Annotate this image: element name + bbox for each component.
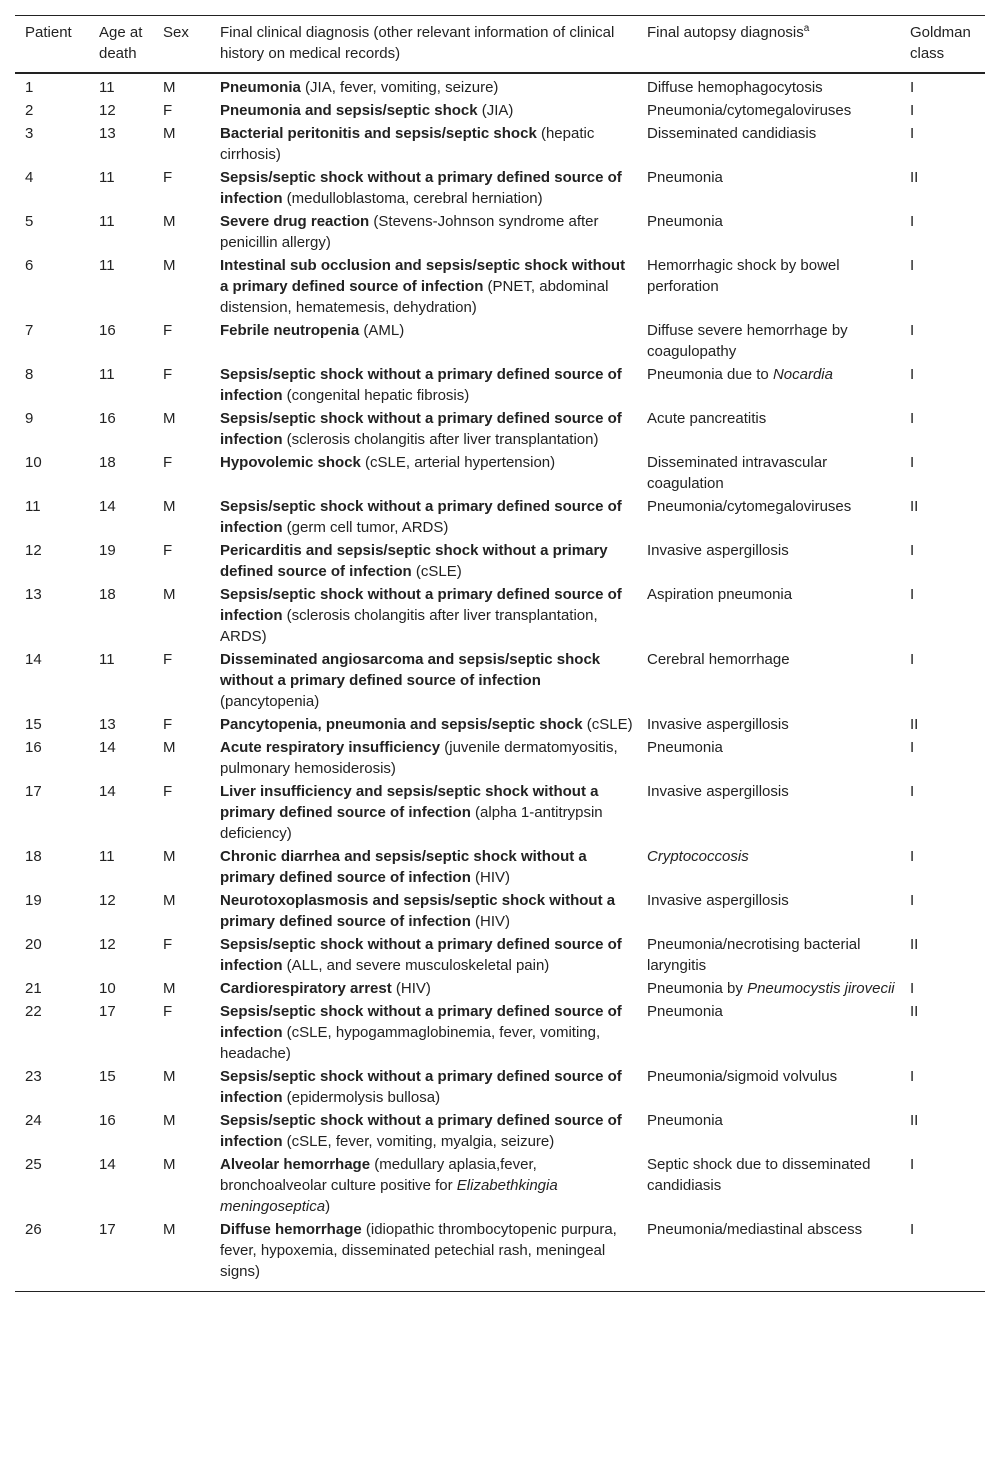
cell-patient: 7 xyxy=(25,322,34,339)
cell-age: 16 xyxy=(99,322,116,339)
cell-goldman-class: I xyxy=(910,651,915,668)
autopsy-diagnosis-text: Disseminated candidiasis xyxy=(647,125,817,142)
cell-autopsy-diagnosis xyxy=(637,167,900,211)
table-row xyxy=(15,1001,985,1066)
autopsy-diagnosis-text: Pneumonia/necrotising bacterial laryngitis xyxy=(647,936,861,974)
cell-sex: M xyxy=(163,410,176,427)
cell-autopsy-diagnosis xyxy=(637,1154,900,1219)
cell-sex: M xyxy=(163,1068,176,1085)
cell-patient: 21 xyxy=(25,980,42,997)
cell-patient: 9 xyxy=(25,410,34,427)
cell-patient: 3 xyxy=(25,125,34,142)
cell-age: 18 xyxy=(99,586,116,603)
cell-goldman-class: I xyxy=(910,586,915,603)
cell-autopsy-diagnosis xyxy=(637,737,900,781)
cell-sex: F xyxy=(163,936,173,953)
cell-goldman-class: I xyxy=(910,980,915,997)
autopsy-diagnosis-text: Pneumonia xyxy=(647,739,723,756)
cell-sex: M xyxy=(163,257,176,274)
cell-sex: M xyxy=(163,892,176,909)
cell-goldman-class: I xyxy=(910,410,915,427)
cell-patient: 10 xyxy=(25,454,42,471)
cell-sex: M xyxy=(163,498,176,515)
clinical-main-diagnosis: Sepsis/septic shock without a primary defined source of infection xyxy=(220,1112,622,1150)
cell-patient: 19 xyxy=(25,892,42,909)
cell-patient: 1 xyxy=(25,79,34,96)
clinical-main-diagnosis: Pericarditis and sepsis/septic shock without a primary defined source of infection xyxy=(220,542,608,580)
clinical-main-diagnosis: Liver insufficiency and sepsis/septic shock without a primary defined source of infection xyxy=(220,783,599,821)
cell-sex: F xyxy=(163,454,173,471)
cell-age: 10 xyxy=(99,980,116,997)
autopsy-diagnosis-text: Cerebral hemorrhage xyxy=(647,651,790,668)
clinical-main-diagnosis: Neurotoxoplasmosis and sepsis/septic shock without a primary defined source of infection xyxy=(220,892,616,930)
cell-patient: 15 xyxy=(25,716,42,733)
cell-age: 19 xyxy=(99,542,116,559)
table-row xyxy=(15,408,985,452)
cell-sex: F xyxy=(163,366,173,383)
clinical-history-note: (cSLE, fever, vomiting, myalgia, seizure) xyxy=(282,1133,555,1150)
cell-sex: M xyxy=(163,586,176,603)
autopsy-diagnosis-text: Disseminated intravascular coagulation xyxy=(647,454,828,492)
cell-goldman-class: I xyxy=(910,125,915,142)
clinical-history-note: (medulloblastoma, cerebral herniation) xyxy=(282,190,543,207)
header-patient: Patient xyxy=(25,24,72,41)
cell-clinical-diagnosis xyxy=(210,255,637,320)
table-row xyxy=(15,1110,985,1154)
clinical-main-diagnosis: Cardiorespiratory arrest xyxy=(220,980,392,997)
cell-clinical-diagnosis xyxy=(210,1001,637,1066)
clinical-history-note: (germ cell tumor, ARDS) xyxy=(282,519,449,536)
autopsy-diagnosis-text: Pneumonia xyxy=(647,1003,723,1020)
cell-clinical-diagnosis xyxy=(210,540,637,584)
cell-sex: F xyxy=(163,169,173,186)
cell-clinical-diagnosis xyxy=(210,781,637,846)
cell-autopsy-diagnosis xyxy=(637,584,900,649)
clinical-history-note: (pancytopenia) xyxy=(220,693,320,710)
clinical-main-diagnosis: Pneumonia xyxy=(220,79,301,96)
clinical-history-note: (AML) xyxy=(359,322,405,339)
clinical-history-note: (PNET, abdominal distension, hematemesis, dehydration) xyxy=(220,278,609,316)
cell-age: 11 xyxy=(99,257,115,274)
cell-goldman-class: II xyxy=(910,1003,919,1020)
cell-patient: 18 xyxy=(25,848,42,865)
cell-autopsy-diagnosis xyxy=(637,978,900,1001)
table-header xyxy=(15,16,985,74)
autopsy-diagnosis-text: Pneumonia due to xyxy=(647,366,773,383)
clinical-main-diagnosis: Sepsis/septic shock without a primary defined source of infection xyxy=(220,936,622,974)
cell-goldman-class: I xyxy=(910,542,915,559)
clinical-main-diagnosis: Diffuse hemorrhage xyxy=(220,1221,362,1238)
table-row xyxy=(15,737,985,781)
autopsy-diagnosis-text: Septic shock due to disseminated candidiasis xyxy=(647,1156,871,1194)
clinical-history-note: (cSLE, hypogammaglobinemia, fever, vomiting, headache) xyxy=(220,1024,601,1062)
header-sex: Sex xyxy=(163,24,189,41)
clinical-main-diagnosis: Sepsis/septic shock without a primary defined source of infection xyxy=(220,1003,622,1041)
cell-age: 11 xyxy=(99,848,115,865)
clinical-history-note: (cSLE) xyxy=(582,716,633,733)
clinical-main-diagnosis: Severe drug reaction xyxy=(220,213,370,230)
cell-autopsy-diagnosis xyxy=(637,100,900,123)
cell-sex: F xyxy=(163,102,173,119)
cell-patient: 22 xyxy=(25,1003,42,1020)
clinical-main-diagnosis: Intestinal sub occlusion and sepsis/septic shock without a primary defined source of infection xyxy=(220,257,626,295)
clinical-history-note: (ALL, and severe musculoskeletal pain) xyxy=(282,957,550,974)
cell-sex: M xyxy=(163,739,176,756)
clinical-main-diagnosis: Febrile neutropenia xyxy=(220,322,360,339)
cell-autopsy-diagnosis xyxy=(637,123,900,167)
cell-autopsy-diagnosis xyxy=(637,1001,900,1066)
cell-clinical-diagnosis xyxy=(210,167,637,211)
clinical-main-diagnosis: Sepsis/septic shock without a primary defined source of infection xyxy=(220,586,622,624)
clinical-main-diagnosis: Sepsis/septic shock without a primary defined source of infection xyxy=(220,498,622,536)
cell-goldman-class: I xyxy=(910,783,915,800)
cell-clinical-diagnosis xyxy=(210,496,637,540)
header-age: Age at death xyxy=(99,24,143,62)
cell-sex: F xyxy=(163,716,173,733)
autopsy-diagnosis-organism: Cryptococcosis xyxy=(647,848,749,865)
clinical-main-diagnosis: Alveolar hemorrhage xyxy=(220,1156,371,1173)
table-row xyxy=(15,934,985,978)
cell-patient: 5 xyxy=(25,213,34,230)
cell-age: 14 xyxy=(99,1156,116,1173)
cell-autopsy-diagnosis xyxy=(637,540,900,584)
cell-patient: 23 xyxy=(25,1068,42,1085)
cell-autopsy-diagnosis xyxy=(637,255,900,320)
cell-age: 14 xyxy=(99,498,116,515)
cell-age: 15 xyxy=(99,1068,116,1085)
cell-age: 14 xyxy=(99,783,116,800)
cell-goldman-class: I xyxy=(910,892,915,909)
cell-autopsy-diagnosis xyxy=(637,452,900,496)
clinical-history-note: (sclerosis cholangitis after liver transplantation) xyxy=(282,431,599,448)
autopsy-diagnosis-organism: Pneumocystis jirovecii xyxy=(747,980,895,997)
cell-age: 11 xyxy=(99,169,115,186)
cell-clinical-diagnosis xyxy=(210,123,637,167)
cell-sex: M xyxy=(163,1112,176,1129)
header-autopsy-diagnosis xyxy=(637,16,900,74)
cell-sex: M xyxy=(163,848,176,865)
cell-goldman-class: II xyxy=(910,169,919,186)
cell-patient: 13 xyxy=(25,586,42,603)
cell-goldman-class: I xyxy=(910,848,915,865)
cell-goldman-class: I xyxy=(910,213,915,230)
table-row xyxy=(15,255,985,320)
clinical-history-note: (sclerosis cholangitis after liver transplantation, ARDS) xyxy=(220,607,598,645)
cell-autopsy-diagnosis xyxy=(637,890,900,934)
table-row xyxy=(15,73,985,100)
cell-clinical-diagnosis xyxy=(210,320,637,364)
cell-sex: M xyxy=(163,1221,176,1238)
cell-patient: 20 xyxy=(25,936,42,953)
cell-goldman-class: I xyxy=(910,1068,915,1085)
cell-sex: F xyxy=(163,1003,173,1020)
autopsy-diagnosis-text: Invasive aspergillosis xyxy=(647,892,789,909)
table-row xyxy=(15,100,985,123)
table-row xyxy=(15,584,985,649)
table-row xyxy=(15,123,985,167)
table-row xyxy=(15,167,985,211)
cell-age: 13 xyxy=(99,125,116,142)
cell-clinical-diagnosis xyxy=(210,452,637,496)
cell-autopsy-diagnosis xyxy=(637,649,900,714)
cell-sex: M xyxy=(163,125,176,142)
cell-autopsy-diagnosis xyxy=(637,211,900,255)
footnote-marker: a xyxy=(803,23,810,34)
autopsy-diagnosis-text: Invasive aspergillosis xyxy=(647,716,789,733)
clinical-history-organism: Elizabethkingia meningoseptica xyxy=(220,1177,558,1215)
cell-autopsy-diagnosis xyxy=(637,1110,900,1154)
cell-sex: F xyxy=(163,783,173,800)
clinical-main-diagnosis: Bacterial peritonitis and sepsis/septic shock xyxy=(220,125,537,142)
cell-age: 12 xyxy=(99,936,116,953)
cell-age: 11 xyxy=(99,651,115,668)
clinical-main-diagnosis: Pneumonia and sepsis/septic shock xyxy=(220,102,478,119)
cell-clinical-diagnosis xyxy=(210,649,637,714)
cell-age: 12 xyxy=(99,102,116,119)
cell-clinical-diagnosis xyxy=(210,714,637,737)
autopsy-diagnosis-text: Acute pancreatitis xyxy=(647,410,767,427)
table-row xyxy=(15,320,985,364)
clinical-history-note: (medullary aplasia,fever, bronchoalveolar culture positive for xyxy=(220,1156,537,1194)
cell-autopsy-diagnosis xyxy=(637,1066,900,1110)
cell-age: 11 xyxy=(99,366,115,383)
cell-sex: M xyxy=(163,1156,176,1173)
table-row xyxy=(15,978,985,1001)
cell-age: 11 xyxy=(99,79,115,96)
cell-autopsy-diagnosis xyxy=(637,73,900,100)
cell-patient: 2 xyxy=(25,102,34,119)
cell-sex: F xyxy=(163,322,173,339)
cell-goldman-class: I xyxy=(910,1156,915,1173)
clinical-main-diagnosis: Hypovolemic shock xyxy=(220,454,361,471)
autopsy-diagnosis-text: Pneumonia xyxy=(647,1112,723,1129)
cell-age: 17 xyxy=(99,1221,116,1238)
clinical-history-note: (epidermolysis bullosa) xyxy=(282,1089,441,1106)
cell-clinical-diagnosis xyxy=(210,978,637,1001)
cell-sex: F xyxy=(163,651,173,668)
autopsy-diagnosis-text: Pneumonia/mediastinal abscess xyxy=(647,1221,863,1238)
cell-goldman-class: I xyxy=(910,322,915,339)
clinical-history-note: (juvenile dermatomyositis, pulmonary hemosiderosis) xyxy=(220,739,618,777)
cell-patient: 14 xyxy=(25,651,42,668)
table-row xyxy=(15,714,985,737)
autopsy-diagnosis-text: Invasive aspergillosis xyxy=(647,783,789,800)
clinical-main-diagnosis: Sepsis/septic shock without a primary defined source of infection xyxy=(220,1068,622,1106)
autopsy-diagnosis-text: Diffuse hemophagocytosis xyxy=(647,79,823,96)
clinical-main-diagnosis: Acute respiratory insufficiency xyxy=(220,739,441,756)
cell-patient: 12 xyxy=(25,542,42,559)
clinical-history-note: (HIV) xyxy=(470,869,511,886)
cell-clinical-diagnosis xyxy=(210,846,637,890)
cell-clinical-diagnosis xyxy=(210,211,637,255)
autopsy-diagnosis-text: Diffuse severe hemorrhage by coagulopathy xyxy=(647,322,848,360)
autopsy-table xyxy=(15,15,985,1292)
cell-autopsy-diagnosis xyxy=(637,934,900,978)
cell-clinical-diagnosis xyxy=(210,890,637,934)
cell-patient: 25 xyxy=(25,1156,42,1173)
autopsy-diagnosis-text: Invasive aspergillosis xyxy=(647,542,789,559)
table-row xyxy=(15,364,985,408)
cell-goldman-class: I xyxy=(910,102,915,119)
table-body xyxy=(15,73,985,1292)
table-row xyxy=(15,1066,985,1110)
clinical-history-note: (JIA) xyxy=(477,102,514,119)
clinical-history-note: (HIV) xyxy=(391,980,431,997)
autopsy-diagnosis-text: Pneumonia by xyxy=(647,980,748,997)
table-row xyxy=(15,890,985,934)
cell-patient: 16 xyxy=(25,739,42,756)
clinical-main-diagnosis: Sepsis/septic shock without a primary defined source of infection xyxy=(220,169,622,207)
cell-autopsy-diagnosis xyxy=(637,781,900,846)
clinical-history-note: (alpha 1-antitrypsin deficiency) xyxy=(220,804,603,842)
cell-autopsy-diagnosis xyxy=(637,408,900,452)
cell-patient: 4 xyxy=(25,169,34,186)
cell-goldman-class: II xyxy=(910,936,919,953)
cell-age: 16 xyxy=(99,410,116,427)
autopsy-diagnosis-text: Aspiration pneumonia xyxy=(647,586,793,603)
cell-age: 11 xyxy=(99,213,115,230)
cell-patient: 8 xyxy=(25,366,34,383)
cell-age: 17 xyxy=(99,1003,116,1020)
cell-autopsy-diagnosis xyxy=(637,320,900,364)
cell-goldman-class: II xyxy=(910,716,919,733)
clinical-history-note: (cSLE) xyxy=(411,563,462,580)
cell-sex: M xyxy=(163,79,176,96)
clinical-main-diagnosis: Disseminated angiosarcoma and sepsis/septic shock without a primary defined source of infection xyxy=(220,651,601,689)
cell-age: 14 xyxy=(99,739,116,756)
cell-clinical-diagnosis xyxy=(210,1154,637,1219)
cell-clinical-diagnosis xyxy=(210,1219,637,1292)
cell-goldman-class: II xyxy=(910,1112,919,1129)
table-row xyxy=(15,496,985,540)
cell-age: 18 xyxy=(99,454,116,471)
header-goldman-class: Goldman class xyxy=(910,24,971,62)
table-row xyxy=(15,846,985,890)
table-row xyxy=(15,649,985,714)
cell-goldman-class: I xyxy=(910,257,915,274)
header-row xyxy=(15,16,985,74)
clinical-main-diagnosis: Pancytopenia, pneumonia and sepsis/septic shock xyxy=(220,716,583,733)
cell-clinical-diagnosis xyxy=(210,1110,637,1154)
header-autopsy-label: Final autopsy diagnosis xyxy=(647,24,804,41)
cell-autopsy-diagnosis xyxy=(637,714,900,737)
clinical-main-diagnosis: Chronic diarrhea and sepsis/septic shock without a primary defined source of infection xyxy=(220,848,587,886)
cell-sex: M xyxy=(163,980,176,997)
clinical-history-note: (JIA, fever, vomiting, seizure) xyxy=(300,79,499,96)
clinical-main-diagnosis: Sepsis/septic shock without a primary defined source of infection xyxy=(220,410,622,448)
cell-goldman-class: I xyxy=(910,79,915,96)
cell-goldman-class: I xyxy=(910,1221,915,1238)
autopsy-diagnosis-text: Pneumonia xyxy=(647,169,723,186)
autopsy-diagnosis-text: Pneumonia/cytomegaloviruses xyxy=(647,498,852,515)
table-row xyxy=(15,1154,985,1219)
clinical-main-diagnosis: Sepsis/septic shock without a primary defined source of infection xyxy=(220,366,622,404)
table-row xyxy=(15,452,985,496)
cell-clinical-diagnosis xyxy=(210,73,637,100)
cell-goldman-class: I xyxy=(910,454,915,471)
clinical-history-note-end: ) xyxy=(325,1198,331,1215)
table-row xyxy=(15,211,985,255)
cell-autopsy-diagnosis xyxy=(637,496,900,540)
cell-clinical-diagnosis xyxy=(210,364,637,408)
cell-patient: 6 xyxy=(25,257,34,274)
clinical-history-note: (cSLE, arterial hypertension) xyxy=(360,454,556,471)
table-row xyxy=(15,781,985,846)
clinical-history-note: (hepatic cirrhosis) xyxy=(220,125,595,163)
clinical-history-note: (Stevens-Johnson syndrome after penicillin allergy) xyxy=(220,213,599,251)
cell-sex: M xyxy=(163,213,176,230)
cell-goldman-class: I xyxy=(910,366,915,383)
cell-goldman-class: II xyxy=(910,498,919,515)
cell-patient: 26 xyxy=(25,1221,42,1238)
clinical-history-note: (congenital hepatic fibrosis) xyxy=(282,387,470,404)
clinical-history-note: (idiopathic thrombocytopenic purpura, fever, hypoxemia, disseminated petechial rash, meningeal signs) xyxy=(220,1221,617,1280)
autopsy-diagnosis-organism: Nocardia xyxy=(772,366,833,383)
cell-age: 13 xyxy=(99,716,116,733)
cell-clinical-diagnosis xyxy=(210,934,637,978)
cell-patient: 11 xyxy=(25,498,41,515)
cell-age: 16 xyxy=(99,1112,116,1129)
autopsy-diagnosis-text: Pneumonia/cytomegaloviruses xyxy=(647,102,852,119)
cell-clinical-diagnosis xyxy=(210,1066,637,1110)
cell-autopsy-diagnosis xyxy=(637,364,900,408)
cell-clinical-diagnosis xyxy=(210,584,637,649)
cell-sex: F xyxy=(163,542,173,559)
clinical-history-note: (HIV) xyxy=(470,913,511,930)
cell-clinical-diagnosis xyxy=(210,408,637,452)
table-row xyxy=(15,540,985,584)
cell-age: 12 xyxy=(99,892,116,909)
autopsy-diagnosis-text: Hemorrhagic shock by bowel perforation xyxy=(647,257,840,295)
cell-autopsy-diagnosis xyxy=(637,846,900,890)
cell-clinical-diagnosis xyxy=(210,737,637,781)
cell-patient: 24 xyxy=(25,1112,42,1129)
cell-clinical-diagnosis xyxy=(210,100,637,123)
header-clinical-diagnosis: Final clinical diagnosis (other relevant information of clinical history on medical records) xyxy=(220,24,615,62)
cell-autopsy-diagnosis xyxy=(637,1219,900,1292)
autopsy-diagnosis-text: Pneumonia/sigmoid volvulus xyxy=(647,1068,838,1085)
cell-goldman-class: I xyxy=(910,739,915,756)
table-row xyxy=(15,1219,985,1292)
autopsy-diagnosis-text: Pneumonia xyxy=(647,213,723,230)
cell-patient: 17 xyxy=(25,783,42,800)
